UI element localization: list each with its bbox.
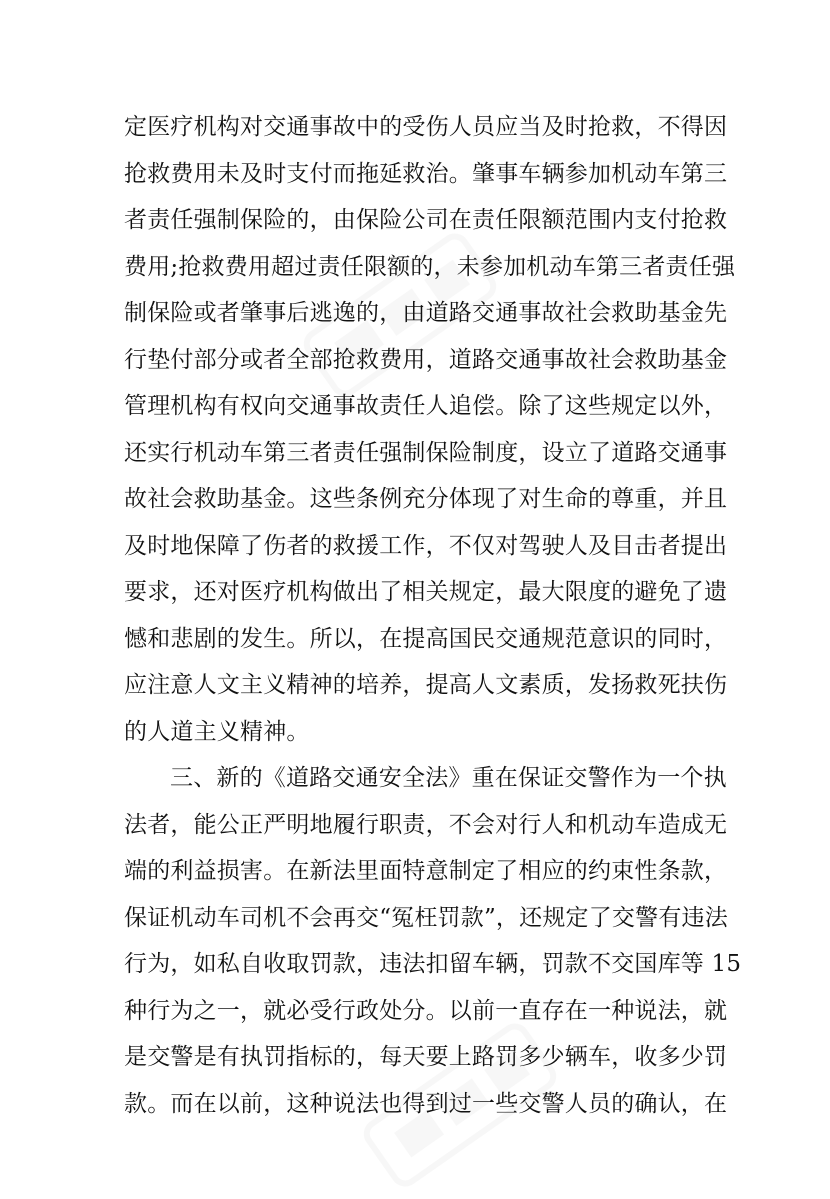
text-line: 者责任强制保险的，由保险公司在责任限额范围内支付抢救: [124, 207, 728, 233]
text-line: 法者，能公正严明地履行职责，不会对行人和机动车造成无: [124, 811, 728, 838]
text-line: 行为，如私自收取罚款，违法扣留车辆，罚款不交国库等 15: [124, 951, 742, 977]
text-line: 应注意人文主义精神的培养，提高人文素质，发扬救死扶伤: [124, 672, 728, 698]
text-line: 管理机构有权向交通事故责任人追偿。除了这些规定以外，: [124, 393, 728, 419]
text-line: 保证机动车司机不会再交“冤枉罚款”，还规定了交警有违法: [124, 904, 728, 931]
text-line: 定医疗机构对交通事故中的受伤人员应当及时抢救，不得因: [124, 114, 728, 140]
document-body: [124, 104, 742, 1127]
text-line: 费用;抢救费用超过责任限额的，未参加机动车第三者责任强: [124, 253, 736, 280]
text-line: 种行为之一，就必受行政处分。以前一直存在一种说法，就: [124, 997, 728, 1024]
text-line: 故社会救助基金。这些条例充分体现了对生命的尊重，并且: [124, 486, 728, 512]
text-line: 还实行机动车第三者责任强制保险制度，设立了道路交通事: [124, 439, 728, 466]
text-line: 及时地保障了伤者的救援工作，不仅对驾驶人及目击者提出: [124, 532, 728, 559]
text-line: 的人道主义精神。: [124, 718, 310, 745]
text-line: 抢救费用未及时支付而拖延救治。肇事车辆参加机动车第三: [124, 160, 728, 187]
text-line: 憾和悲剧的发生。所以，在提高国民交通规范意识的同时，: [124, 625, 728, 652]
text-line: 要求，还对医疗机构做出了相关规定，最大限度的避免了遗: [124, 579, 728, 605]
text-line: 款。而在以前，这种说法也得到过一些交警人员的确认，在: [124, 1090, 728, 1117]
text-line: 制保险或者肇事后逃逸的，由道路交通事故社会救助基金先: [124, 300, 728, 326]
text-line: 端的利益损害。在新法里面特意制定了相应的约束性条款，: [124, 858, 728, 884]
paragraph-start-line: 三、新的《道路交通安全法》重在保证交警作为一个执: [170, 765, 727, 791]
text-line: 行垫付部分或者全部抢救费用，道路交通事故社会救助基金: [124, 346, 728, 373]
text-line: 是交警是有执罚指标的，每天要上路罚多少辆车，收多少罚: [124, 1044, 728, 1070]
